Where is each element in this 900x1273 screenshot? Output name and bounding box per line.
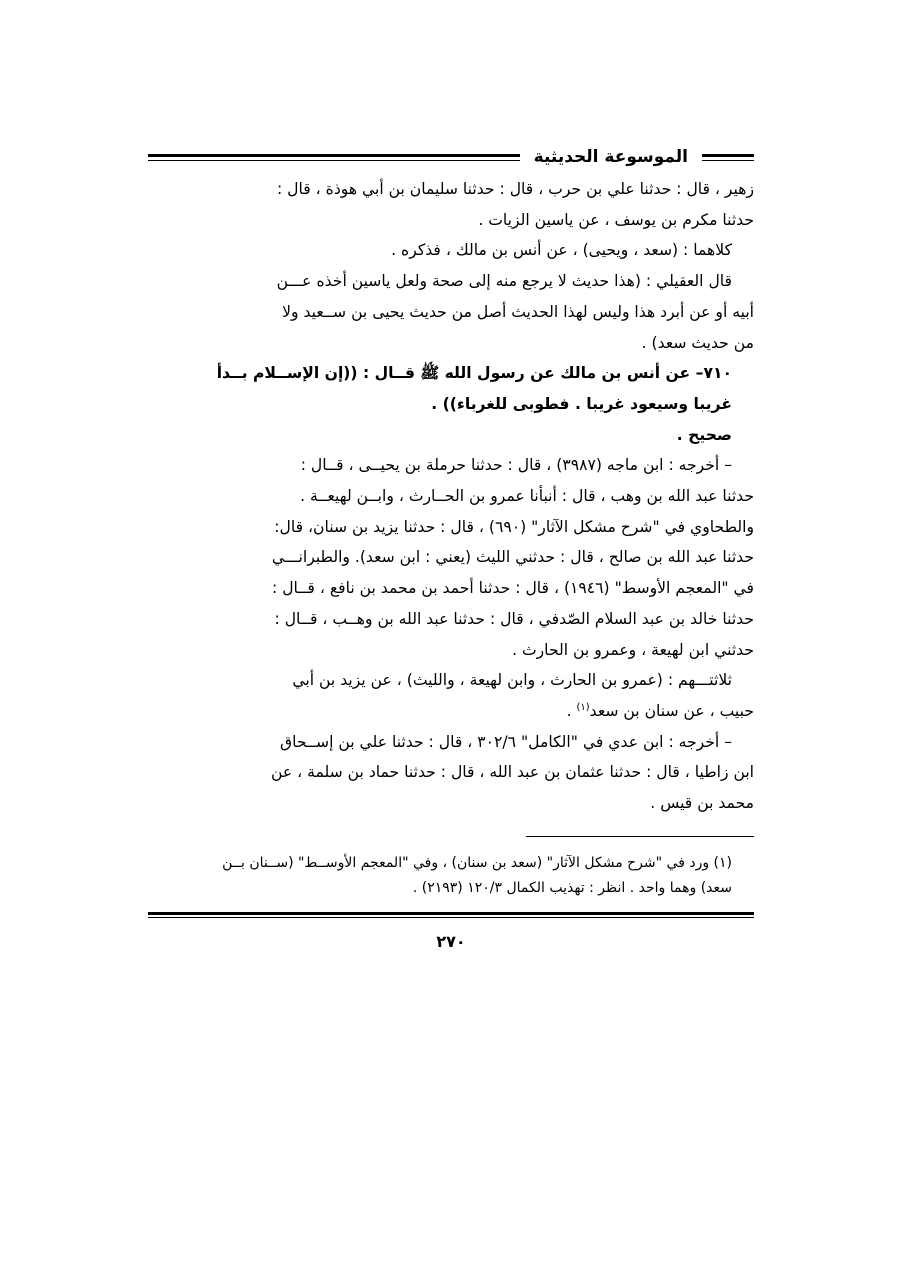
- text-line: – أخرجه : ابن عدي في "الكامل" ٣٠٢/٦ ، قال : حدثنا علي بن إســحاق: [279, 732, 732, 751]
- book-page: [148, 142, 754, 951]
- text-line: حدثنا خالد بن عبد السلام الصّدفي ، قال : حدثنا عبد الله بن وهــب ، قــال :: [274, 609, 754, 628]
- hadith-heading: ٧١٠– عن أنس بن مالك عن رسول الله ﷺ قــال : ((إن الإســلام بــدأ: [216, 364, 732, 383]
- footnote: [148, 851, 754, 901]
- header-title: الموسوعة الحديثية: [533, 147, 688, 167]
- text-line: أبيه أو عن أبرد هذا وليس لهذا الحديث أصل من حديث يحيى بن ســعيد ولا: [282, 302, 754, 321]
- footnote-line: (١) ورد في "شرح مشكل الآثار" (سعد بن سنان) ، وفي "المعجم الأوســط" (ســنان بــن: [222, 854, 732, 871]
- text-line: حبيب ، عن سنان بن سعد$^{(١)}$ .: [566, 701, 754, 720]
- text-span: حبيب ، عن سنان بن سعد: [589, 701, 754, 720]
- footnote-line: سعد) وهما واحد . انظر : تهذيب الكمال ١٢٠/٣ (٢١٩٣) .: [412, 879, 732, 896]
- body-text: [148, 174, 754, 819]
- text-line: – أخرجه : ابن ماجه (٣٩٨٧) ، قال : حدثنا حرملة بن يحيــى ، قــال :: [300, 456, 732, 475]
- header-rule-left: [148, 154, 520, 161]
- text-line: حدثنا مكرم بن يوسف ، عن ياسين الزيات .: [478, 210, 754, 229]
- text-line: من حديث سعد) .: [641, 333, 754, 352]
- text-line: في "المعجم الأوسط" (١٩٤٦) ، قال : حدثنا أحمد بن محمد بن نافع ، قــال :: [272, 579, 754, 598]
- footnote-reference[interactable]: (١): [576, 701, 590, 713]
- text-line: حدثنا عبد الله بن صالح ، قال : حدثني الليث (يعني : ابن سعد). والطبرانـــي: [271, 548, 754, 567]
- text-line: حدثنا عبد الله بن وهب ، قال : أنبأنا عمرو بن الحــارث ، وابــن لهيعــة .: [300, 487, 754, 506]
- text-line: ابن زاطيا ، قال : حدثنا عثمان بن عبد الله ، قال : حدثنا حماد بن سلمة ، عن: [271, 763, 754, 782]
- text-line: محمد بن قيس .: [650, 794, 754, 813]
- text-line: والطحاوي في "شرح مشكل الآثار" (٦٩٠) ، قال : حدثنا يزيد بن سنان، قال:: [274, 517, 754, 536]
- text-line: زهير ، قال : حدثنا علي بن حرب ، قال : حدثنا سليمان بن أبي هوذة ، قال :: [276, 180, 754, 198]
- hadith-grade: صحيح .: [676, 425, 732, 444]
- running-header: [148, 142, 754, 172]
- hadith-text: غريبا وسيعود غريبا . فطوبى للغرباء)) .: [431, 394, 732, 413]
- text-line: حدثني ابن لهيعة ، وعمرو بن الحارث .: [512, 640, 754, 659]
- footnote-separator: [526, 836, 754, 837]
- page-number: ٢٧٠: [436, 931, 466, 951]
- text-line: قال العقيلي : (هذا حديث لا يرجع منه إلى صحة ولعل ياسين أخذه عـــن: [276, 272, 732, 291]
- text-line: كلاهما : (سعد ، ويحيى) ، عن أنس بن مالك ، فذكره .: [391, 241, 732, 260]
- footer-rule: [148, 912, 754, 918]
- text-line: ثلاثتـــهم : (عمرو بن الحارث ، وابن لهيعة ، والليث) ، عن يزيد بن أبي: [292, 671, 732, 690]
- header-rule-right: [702, 154, 754, 161]
